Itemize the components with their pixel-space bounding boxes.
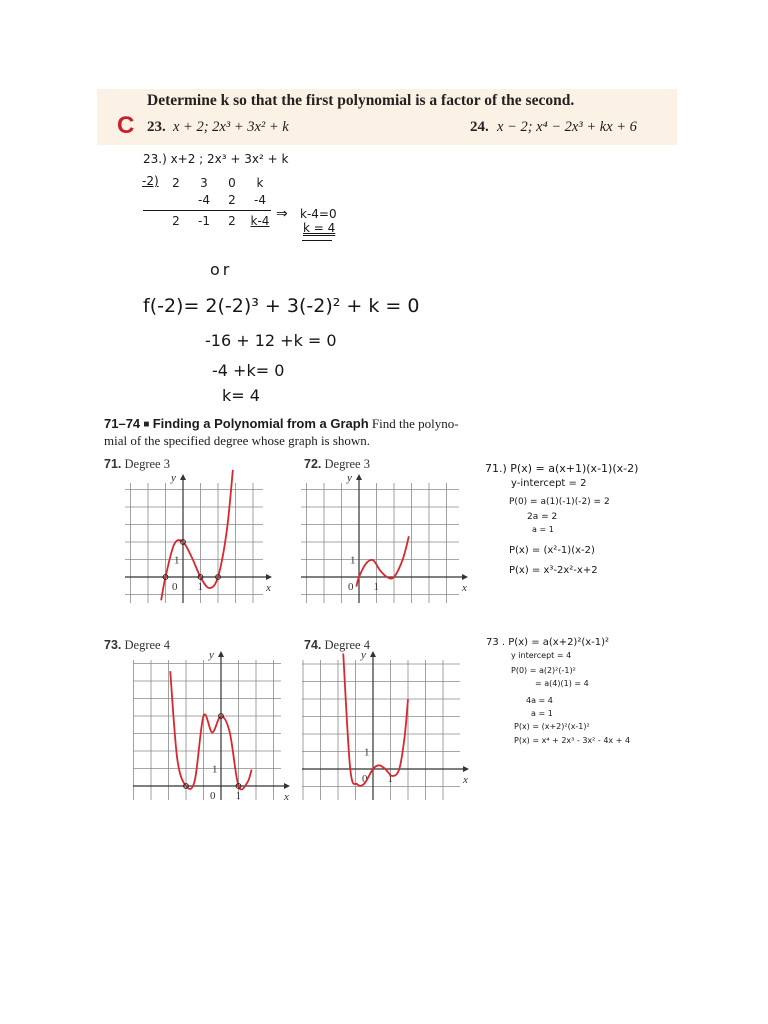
x-tick-one-label: 1: [197, 581, 203, 593]
section-letter: C: [117, 112, 135, 139]
synthetic-cell: 3: [200, 176, 208, 190]
origin-label: 0: [210, 790, 216, 802]
graph-number: 71.: [104, 457, 122, 471]
origin-label: 0: [172, 581, 178, 593]
x-tick-one-label: 1: [235, 790, 241, 802]
notes-71-line-3: P(0) = a(1)(-1)(-2) = 2: [509, 497, 610, 507]
notes-71-line-2: y-intercept = 2: [511, 478, 587, 489]
y-axis-label: y: [171, 472, 176, 484]
y-axis-label: y: [209, 649, 214, 661]
graph-number: 73.: [104, 638, 122, 652]
y-tick-one-label: 1: [212, 763, 218, 776]
synthetic-cell: 2: [172, 214, 180, 228]
origin-label: 0: [348, 581, 354, 593]
x-axis-label: x: [463, 774, 468, 786]
or-text: or: [210, 260, 233, 279]
y-axis-arrow: [370, 651, 376, 657]
synthetic-cell: -1: [198, 214, 210, 228]
graph-degree: Degree 4: [124, 638, 170, 652]
x-tick-one-label: 1: [373, 581, 379, 593]
work-line-2: -16 + 12 +k = 0: [205, 331, 337, 350]
x-tick-one-label: 1: [387, 773, 393, 785]
notes-71-line-6: P(x) = (x²-1)(x-2): [509, 545, 595, 556]
x-axis-label: x: [284, 791, 289, 803]
synthetic-cell: 2: [228, 214, 236, 228]
section-range: 71–74: [104, 416, 141, 431]
answer-k-equals-4: k = 4: [303, 221, 336, 235]
origin-label: 0: [362, 773, 368, 785]
notes-73-line-2: y intercept = 4: [511, 651, 572, 660]
notes-73-line-8: P(x) = x⁴ + 2x³ - 3x² - 4x + 4: [514, 736, 631, 745]
polynomial-curve: [343, 654, 408, 786]
graph-number: 74.: [304, 638, 322, 652]
synthetic-cell: 2: [228, 193, 236, 207]
graph-degree: Degree 3: [324, 457, 370, 471]
problem-24-text: x − 2; x⁴ − 2x³ + kx + 6: [497, 119, 637, 135]
synthetic-divisor: -2): [142, 174, 159, 188]
x-axis-arrow: [463, 766, 469, 772]
problem-23-number: 23.: [147, 119, 166, 135]
notes-71-line-5: a = 1: [532, 525, 554, 534]
y-axis-label: y: [361, 649, 366, 661]
equation-k-minus-4: k-4=0: [300, 207, 337, 221]
section-instruction-1: Find the polyno-: [371, 416, 459, 431]
notes-73-line-1: 73 . P(x) = a(x+2)²(x-1)²: [486, 637, 610, 648]
y-axis-label: y: [347, 472, 352, 484]
notes-73-line-6: a = 1: [531, 709, 553, 718]
graph-degree: Degree 3: [124, 457, 170, 471]
synthetic-cell: 2: [172, 176, 180, 190]
notes-73-line-7: P(x) = (x+2)²(x-1)²: [514, 722, 590, 731]
problem-24-number: 24.: [470, 119, 489, 135]
work-line-4: k= 4: [222, 386, 260, 405]
notes-71-line-1: 71.) P(x) = a(x+1)(x-1)(x-2): [485, 462, 639, 475]
synthetic-cell: 0: [228, 176, 236, 190]
problem-23-text: x + 2; 2x³ + 3x² + k: [173, 119, 289, 135]
work-23-header: 23.) x+2 ; 2x³ + 3x² + k: [143, 152, 289, 166]
problem-instruction: Determine k so that the first polynomial is a factor of the second.: [147, 92, 575, 109]
y-tick-one-label: 1: [350, 554, 356, 567]
y-tick-one-label: 1: [174, 554, 180, 567]
implies-arrow: ⇒: [276, 206, 288, 222]
x-axis-label: x: [462, 582, 467, 594]
synthetic-cell: -4: [254, 193, 266, 207]
synthetic-cell: -4: [198, 193, 210, 207]
notes-71-line-7: P(x) = x³-2x²-x+2: [509, 565, 598, 576]
y-tick-one-label: 1: [364, 746, 370, 759]
x-axis-label: x: [266, 582, 271, 594]
synthetic-cell: k: [256, 176, 264, 190]
notes-73-line-5: 4a = 4: [526, 696, 553, 705]
notes-73-line-3: P(0) = a(2)²(-1)²: [511, 666, 576, 675]
function-evaluation: f(-2)= 2(-2)³ + 3(-2)² + k = 0: [143, 295, 420, 317]
notes-73-line-4: = a(4)(1) = 4: [535, 679, 589, 688]
graph-number: 72.: [304, 457, 322, 471]
section-bullet: ■: [143, 419, 150, 430]
synthetic-remainder: k-4: [250, 214, 270, 228]
section-title: Finding a Polynomial from a Graph: [152, 416, 369, 431]
notes-71-line-4: 2a = 2: [527, 512, 558, 522]
graph-degree: Degree 4: [324, 638, 370, 652]
section-instruction-2: mial of the specified degree whose graph is shown.: [104, 433, 371, 448]
work-line-3: -4 +k= 0: [212, 361, 285, 380]
